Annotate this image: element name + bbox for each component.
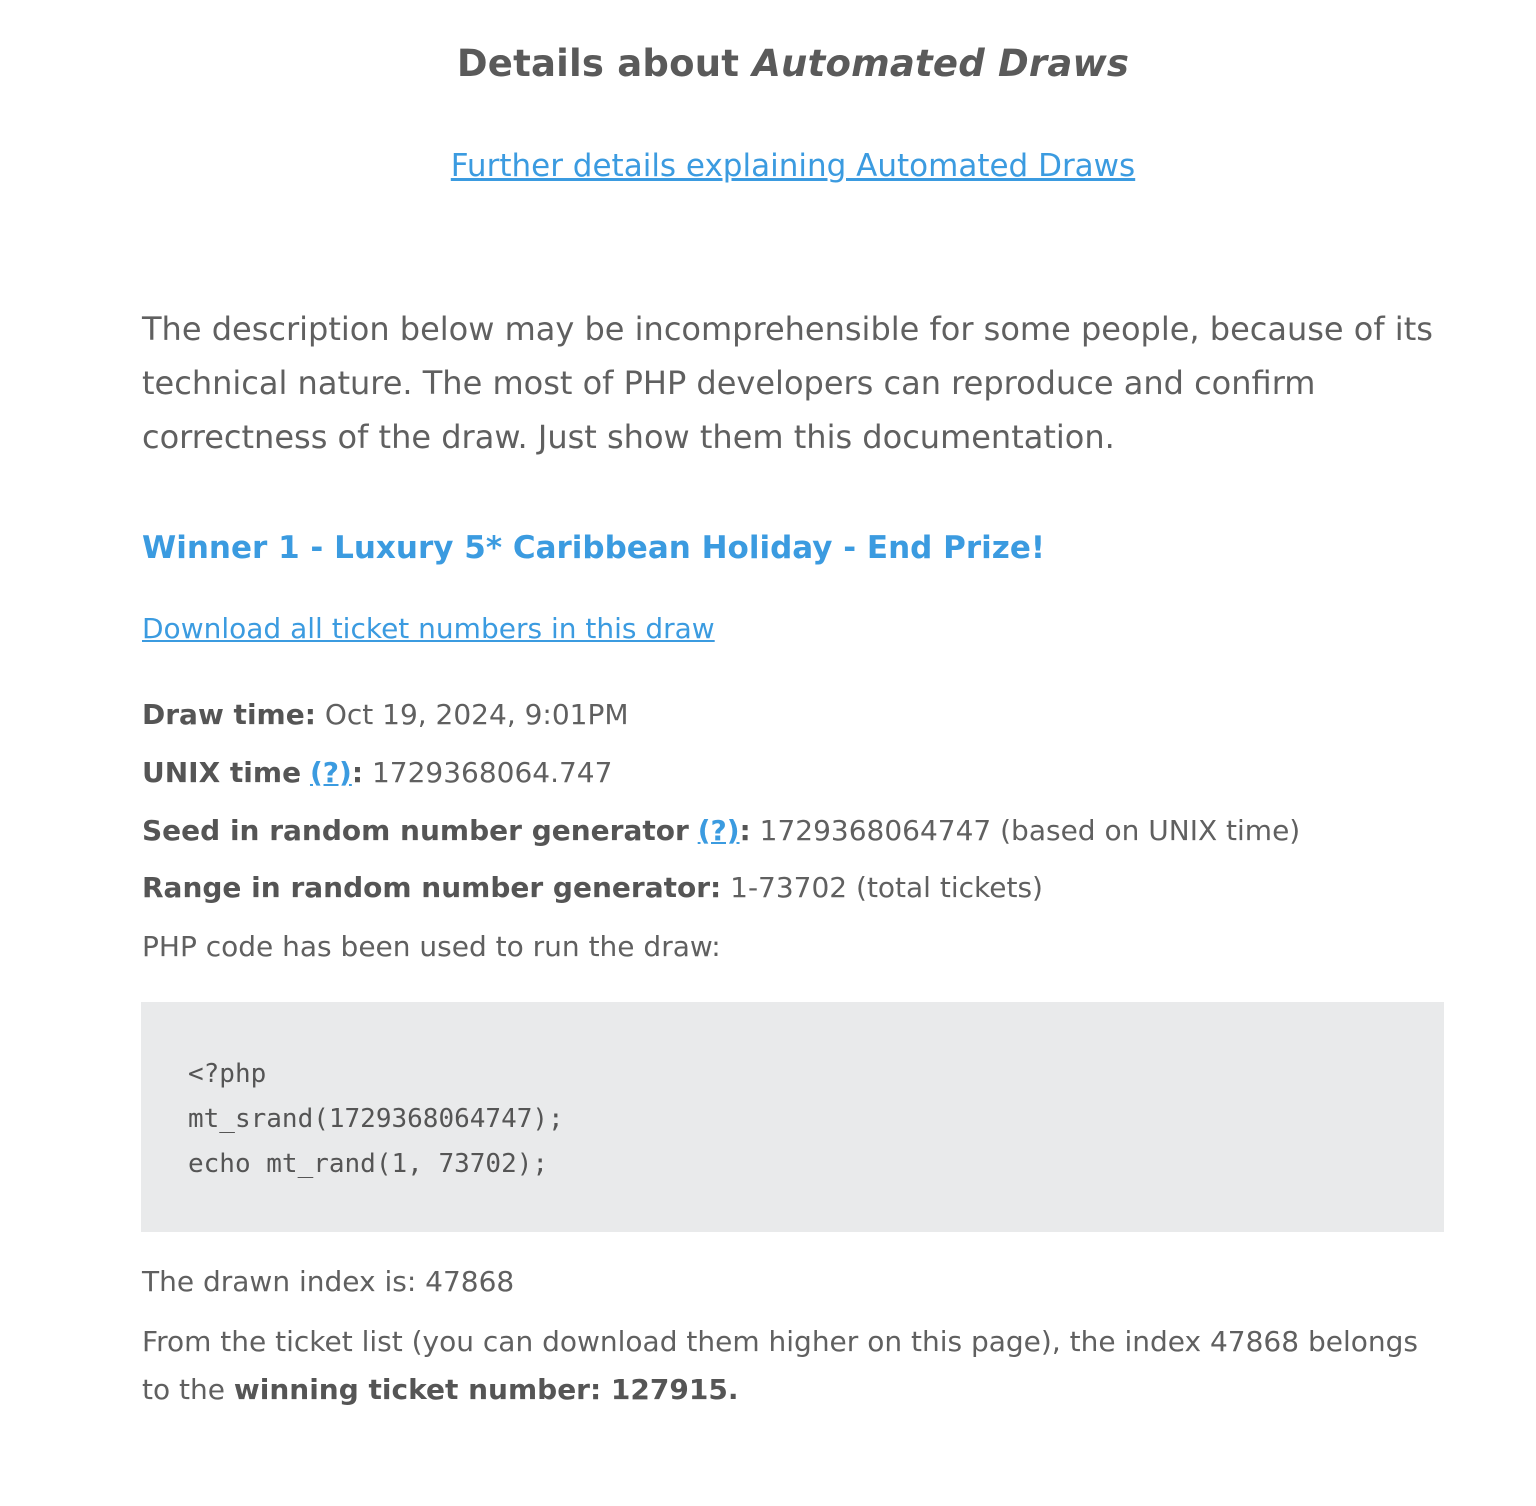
unix-time-help-link[interactable]: (?) <box>309 756 352 789</box>
drawn-index-line: The drawn index is: 47868 <box>142 1265 515 1298</box>
unix-time-colon: : <box>351 756 364 789</box>
code-line: <?php <box>188 1059 267 1089</box>
range-label: Range in random number generator: <box>142 871 722 904</box>
php-intro-line: PHP code has been used to run the draw: <box>142 930 721 963</box>
intro-paragraph: The description below may be incomprehensible for some people, because of its technical nature. The most of PHP developers can reproduce and confirm correctness of the draw. Just show them this documentation. <box>142 310 1433 456</box>
range-value: 1-73702 (total tickets) <box>730 871 1043 904</box>
seed-label: Seed in random number generator <box>142 814 689 847</box>
range-line <box>142 871 1043 904</box>
draw-time-value: Oct 19, 2024, 9:01PM <box>324 698 629 731</box>
page-title <box>0 42 1536 85</box>
title-prefix: Details about <box>456 42 740 85</box>
seed-line <box>142 814 1300 847</box>
seed-colon: : <box>739 814 751 847</box>
winning-ticket-paragraph <box>142 1318 1452 1414</box>
code-line: echo mt_rand(1, 73702); <box>188 1149 549 1179</box>
unix-time-value: 1729368064.747 <box>371 756 613 789</box>
unix-time-label: UNIX time <box>142 756 302 789</box>
further-details-link[interactable]: Further details explaining Automated Draws <box>450 148 1136 184</box>
code-line: mt_srand(1729368064747); <box>188 1104 564 1134</box>
ticket-list-text: From the ticket list (you can download them higher on this page), the index 47868 belongs to the <box>142 1325 1418 1406</box>
php-code-block <box>141 1002 1444 1232</box>
unix-time-line <box>142 756 612 789</box>
title-emphasis: Automated Draws <box>752 42 1130 85</box>
draw-time-line <box>142 698 629 731</box>
seed-value: 1729368064747 (based on UNIX time) <box>759 814 1301 847</box>
php-code <box>188 1052 564 1187</box>
winner-heading: Winner 1 - Luxury 5* Caribbean Holiday - End Prize! <box>142 530 1045 566</box>
download-tickets-link[interactable]: Download all ticket numbers in this draw <box>142 612 715 645</box>
seed-help-link[interactable]: (?) <box>697 814 740 847</box>
draw-time-label: Draw time: <box>142 698 316 731</box>
winning-ticket-label: winning ticket number: 127915. <box>233 1373 739 1406</box>
